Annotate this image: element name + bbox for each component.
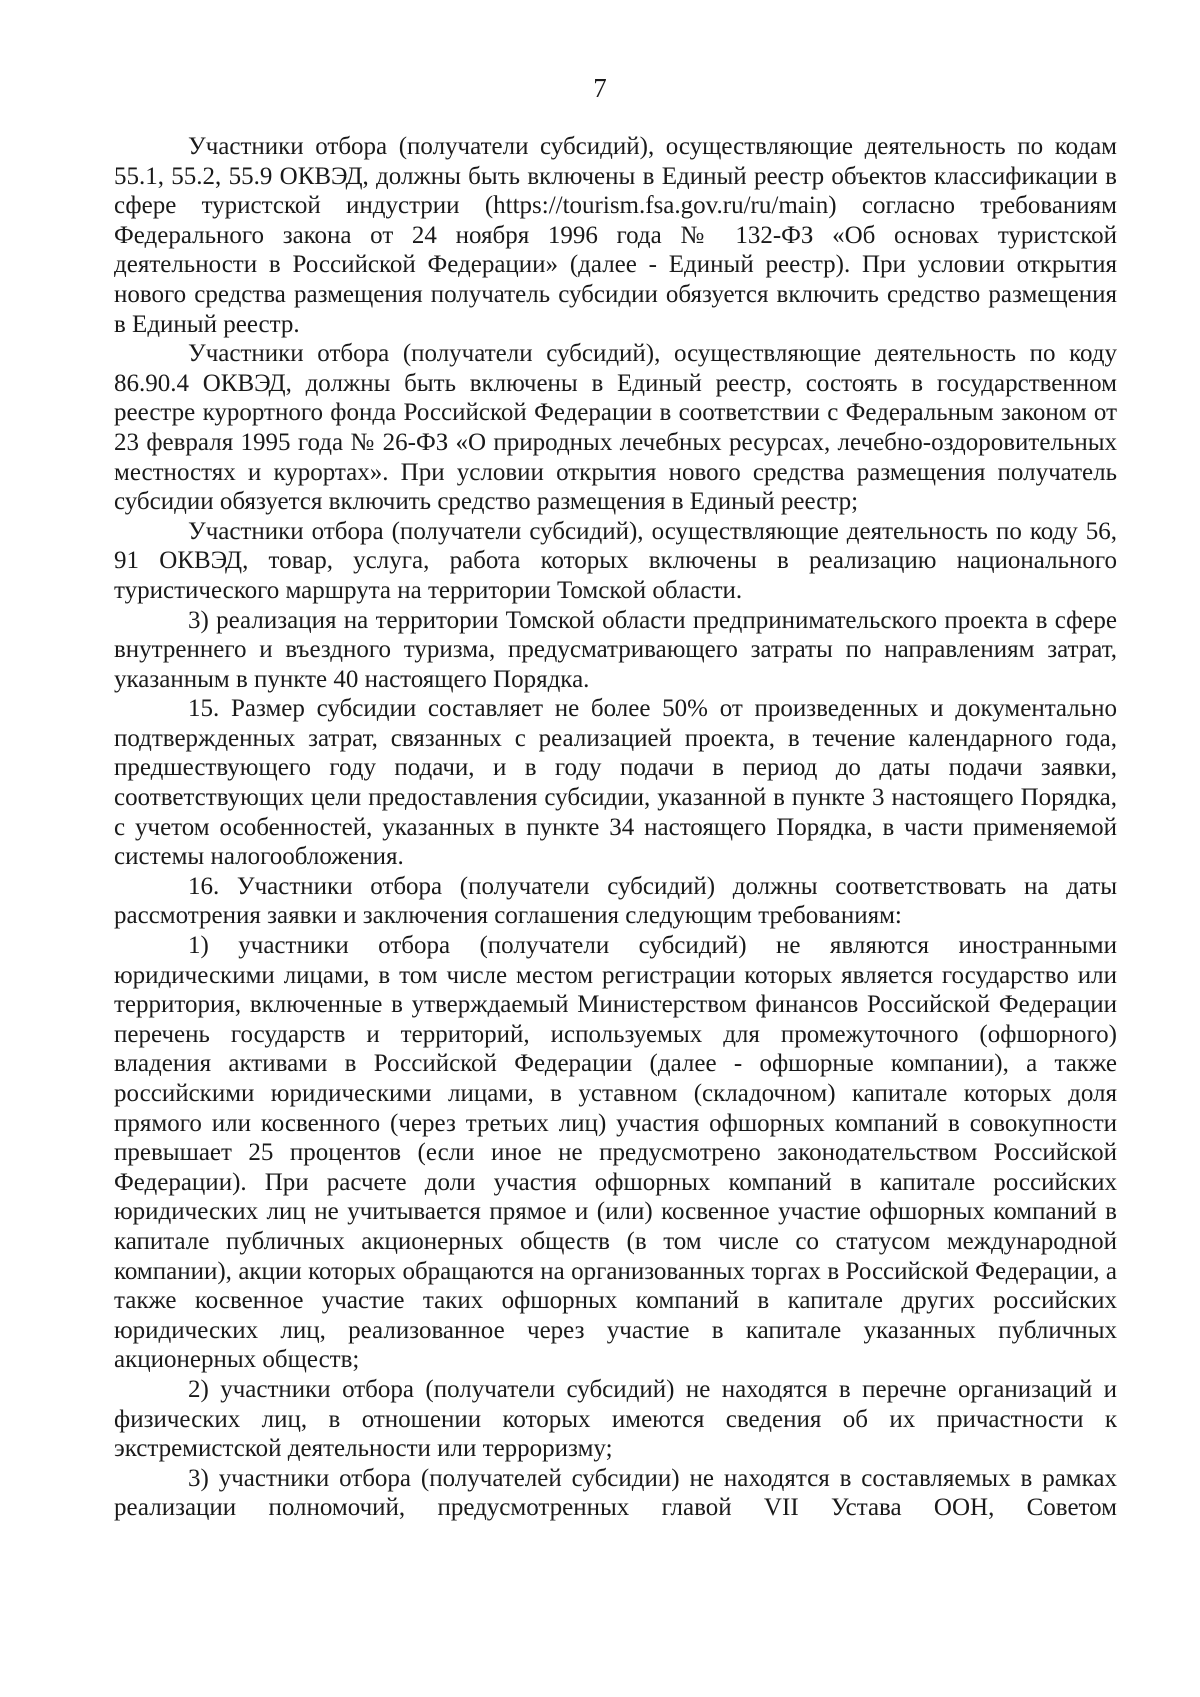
paragraph-requirement-1-offshore: 1) участники отбора (получатели субсидий) не являются иностранными юридическими лицами, в том числе местом регистрации которых является государство или территория, включенные в утверждаемый Министерством финансов Российской Федерации перечень государств и территорий, используемых для промежуточного (офшорного) владения активами в Российской Федерации (далее - офшорные компании), а также российскими юридическими лицами, в уставном (складочном) капитале которых доля прямого или косвенного (через третьих лиц) участия офшорных компаний в совокупности превышает 25 процентов (если иное не предусмотрено законодательством Российской Федерации). При расчете доли участия офшорных компаний в капитале российских юридических лиц не учитывается прямое и (или) косвенное участие офшорных компаний в капитале публичных акционерных обществ (в том числе со статусом международной компании), акции которых обращаются на организованных торгах в Российской Федерации, а также косвенное участие таких офшорных компаний в капитале других российских юридических лиц, реализованное через участие в капитале указанных публичных акционерных обществ; [114, 932, 1117, 1374]
paragraph-item-3-project: 3) реализация на территории Томской области предпринимательского проекта в сфере внутреннего и въездного туризма, предусматривающего затраты по направлениям затрат, указанным в пункте 40 настоящего Порядка. [114, 606, 1117, 693]
paragraph-requirement-3-un-lists: 3) участники отбора (получателей субсидии) не находятся в составляемых в рамках реализации полномочий, предусмотренных главой VII Устава ООН, Советом [114, 1464, 1117, 1522]
paragraph-section-16-requirements: 16. Участники отбора (получатели субсидий) должны соответствовать на даты рассмотрения заявки и заключения соглашения следующим требованиям: [114, 872, 1117, 930]
paragraph-requirement-2-extremism: 2) участники отбора (получатели субсидий) не находятся в перечне организаций и физических лиц, в отношении которых имеются сведения об их причастности к экстремистской деятельности или терроризму; [114, 1375, 1117, 1463]
paragraph-okved-86-resort-registry: Участники отбора (получатели субсидий), осуществляющие деятельность по коду 86.90.4 ОКВЭД, должны быть включены в Единый реестр, состоять в государственном реестре курортного фонда Российской Федерации в соответствии с Федеральным законом от 23 февраля 1995 года № 26-ФЗ «О природных лечебных ресурсах, лечебно-оздоровительных местностях и курортах». При условии открытия нового средства размещения получатель субсидии обязуется включить средство размещения в Единый реестр; [114, 340, 1117, 516]
page-number: 7 [593, 73, 607, 103]
document-body [114, 132, 1117, 1523]
paragraph-okved-56-91-route: Участники отбора (получатели субсидий), осуществляющие деятельность по коду 56, 91 ОКВЭД, товар, услуга, работа которых включены в реализацию национального туристического маршрута на территории Томской области. [114, 517, 1117, 604]
paragraph-okved-55-registry: Участники отбора (получатели субсидий), осуществляющие деятельность по кодам 55.1, 55.2, 55.9 ОКВЭД, должны быть включены в Единый реестр объектов классификации в сфере туристской индустрии (https://tourism.fsa.gov.ru/ru/main) согласно требованиям Федерального закона от 24 ноября 1996 года № 132-ФЗ «Об основах туристской деятельности в Российской Федерации» (далее - Единый реестр). При условии открытия нового средства размещения получатель субсидии обязуется включить средство размещения в Единый реестр. [114, 133, 1117, 338]
paragraph-section-15-subsidy-size: 15. Размер субсидии составляет не более 50% от произведенных и документально подтвержденных затрат, связанных с реализацией проекта, в течение календарного года, предшествующего году подачи, и в году подачи в период до даты подачи заявки, соответствующих цели предоставления субсидии, указанной в пункте 3 настоящего Порядка, с учетом особенностей, указанных в пункте 34 настоящего Порядка, в части применяемой системы налогообложения. [114, 695, 1117, 871]
